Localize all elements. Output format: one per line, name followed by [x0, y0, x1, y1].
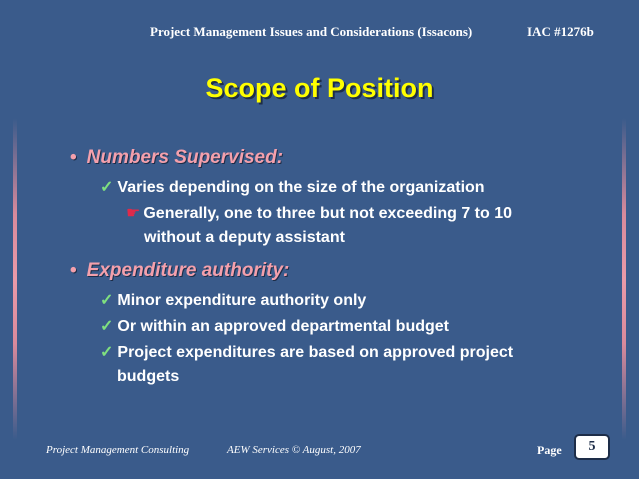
check-icon: ✓	[100, 292, 114, 309]
footer-page-label: Page	[537, 443, 562, 457]
list-item	[100, 342, 513, 362]
section-heading-expenditure-authority	[70, 260, 289, 282]
list-item	[100, 290, 366, 310]
check-icon: ✓	[100, 318, 114, 335]
list-item-text: Project expenditures are based on approved project	[117, 344, 514, 361]
left-decorative-bar	[13, 118, 17, 440]
bullet-icon: •	[70, 260, 77, 281]
section-heading-numbers-supervised	[70, 147, 283, 169]
footer-company: Project Management Consulting	[46, 444, 190, 456]
footer-copyright: AEW Services © August, 2007	[227, 444, 361, 456]
right-decorative-bar	[622, 118, 626, 440]
sub-list-item-continuation: without a deputy assistant	[144, 229, 345, 246]
list-item-text: Varies depending on the size of the organization	[117, 179, 485, 196]
check-icon: ✓	[100, 344, 114, 361]
header-title: Project Management Issues and Considerations (Issacons)	[150, 24, 473, 39]
slide-title: Scope of Position	[205, 73, 434, 103]
bullet-icon: •	[70, 147, 77, 168]
list-item	[100, 177, 485, 197]
section-heading-text: Expenditure authority:	[86, 260, 290, 281]
list-item	[100, 316, 449, 336]
header-code: IAC #1276b	[527, 24, 594, 39]
sub-list-item-text: Generally, one to three but not exceeding 7 to 10	[143, 205, 513, 222]
pointing-hand-icon: ☛	[126, 205, 141, 222]
list-item-continuation: budgets	[117, 368, 180, 385]
section-heading-text: Numbers Supervised:	[86, 147, 284, 168]
check-icon: ✓	[100, 179, 114, 196]
list-item-text: Or within an approved departmental budget	[117, 318, 449, 335]
page-number-box: 5	[574, 434, 610, 460]
list-item-text: Minor expenditure authority only	[117, 292, 367, 309]
sub-list-item	[126, 203, 512, 223]
